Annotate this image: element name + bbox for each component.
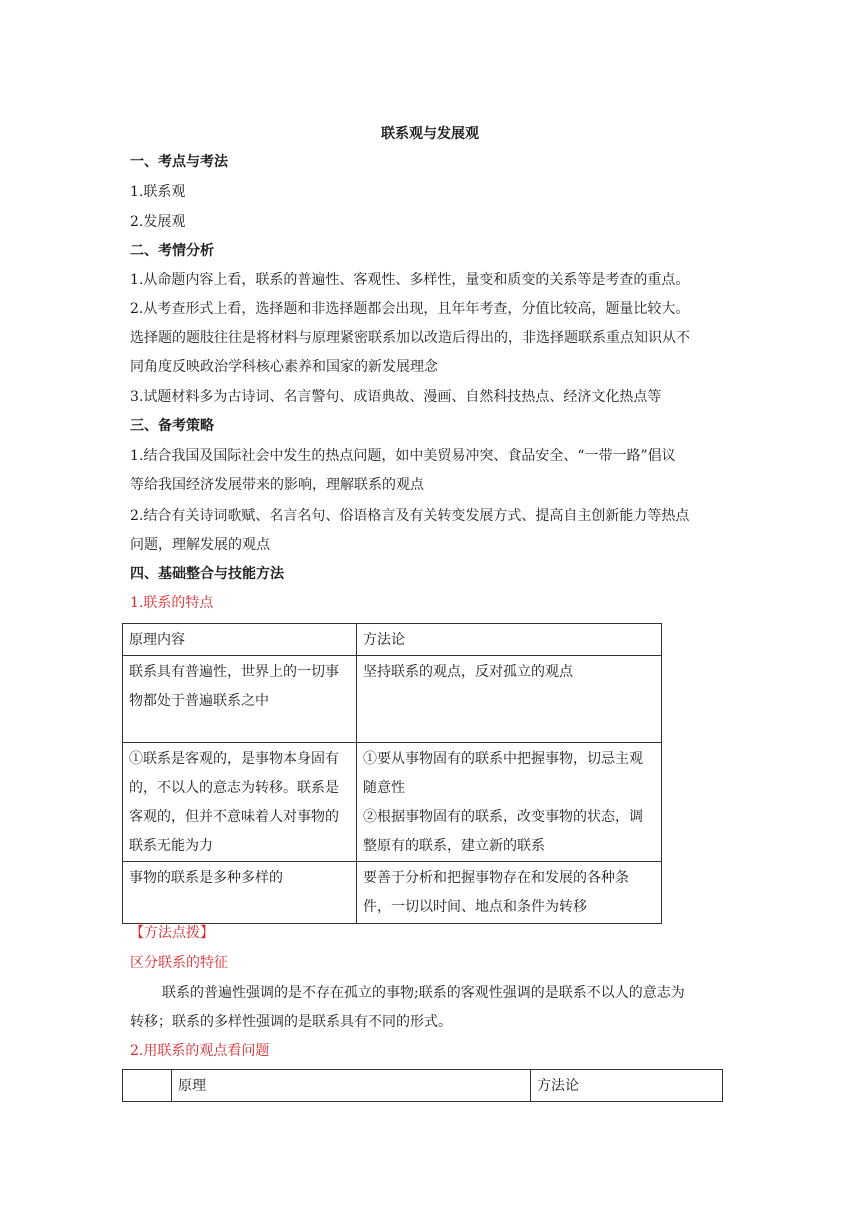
section-heading-strategy: 三、备考策略	[130, 418, 214, 434]
paragraph-line: 等给我国经济发展带来的影响，理解联系的观点	[130, 477, 424, 493]
method-line: ②根据事物固有的联系，改变事物的状态，调整原有的联系，建立新的联系	[363, 809, 643, 854]
table-cell-principle: 事物的联系是多种多样的	[123, 862, 357, 924]
section-heading-exam-points: 一、考点与考法	[130, 154, 228, 170]
table-header-cell: 原理内容	[123, 624, 357, 656]
paragraph-line: 1.从命题内容上看，联系的普遍性、客观性、多样性，量变和质变的关系等是考查的重点。	[130, 272, 690, 288]
method-line: 坚持联系的观点，反对孤立的观点	[363, 664, 573, 680]
table-row	[123, 743, 662, 862]
table-row	[123, 656, 662, 743]
paragraph-line: 选择题的题肢往往是将材料与原理紧密联系加以改造后得出的，非选择题联系重点知识从不	[130, 330, 690, 346]
table-cell-method	[357, 656, 662, 743]
table-cell-method	[357, 743, 662, 862]
paragraph-line: 2.从考查形式上看，选择题和非选择题都会出现，且年年考查，分值比较高，题量比较大。	[130, 301, 690, 317]
method-line: 要善于分析和把握事物存在和发展的各种条件，一切以时间、地点和条件为转移	[363, 870, 629, 915]
table-header-cell	[123, 1070, 172, 1102]
table-header-cell: 方法论	[531, 1070, 723, 1102]
section-heading-basics: 四、基础整合与技能方法	[130, 566, 284, 582]
paragraph-line: 联系的普遍性强调的是不存在孤立的事物;联系的客观性强调的是联系不以人的意志为	[162, 985, 685, 1001]
table-header-cell: 方法论	[357, 624, 662, 656]
table-cell-principle: ①联系是客观的，是事物本身固有的，不以人的意志为转移。联系是客观的，但并不意味着人对事物的联系无能为力	[123, 743, 357, 862]
method-tip-label: 【方法点拨】	[130, 925, 214, 941]
document-title: 联系观与发展观	[381, 126, 479, 142]
subsection-title-view-problems: 2.用联系的观点看问题	[130, 1043, 270, 1059]
paragraph-line: 2.结合有关诗词歌赋、名言名句、俗语格言及有关转变发展方式、提高自主创新能力等热点	[130, 508, 690, 524]
paragraph-line: 3.试题材料多为古诗词、名言警句、成语典故、漫画、自然科技热点、经济文化热点等	[130, 389, 662, 405]
table-cell-method	[357, 862, 662, 924]
list-item: 2.发展观	[130, 214, 186, 230]
paragraph-line: 1.结合我国及国际社会中发生的热点问题，如中美贸易冲突、食品安全、“一带一路”倡议	[130, 448, 676, 464]
connection-view-table	[122, 1069, 723, 1102]
paragraph-line: 问题，理解发展的观点	[130, 537, 270, 553]
table-header-cell: 原理	[172, 1070, 531, 1102]
table-cell-principle: 联系具有普遍性，世界上的一切事物都处于普遍联系之中	[123, 656, 357, 743]
subsection-title-features: 1.联系的特点	[130, 595, 214, 611]
table-header-row	[123, 624, 662, 656]
connection-features-table	[122, 623, 662, 924]
table-header-row	[123, 1070, 723, 1102]
section-heading-exam-analysis: 二、考情分析	[130, 243, 214, 259]
list-item: 1.联系观	[130, 184, 186, 200]
method-tip-title: 区分联系的特征	[130, 955, 228, 971]
table-row	[123, 862, 662, 924]
paragraph-line: 转移；联系的多样性强调的是联系具有不同的形式。	[130, 1014, 452, 1030]
paragraph-line: 同角度反映政治学科核心素养和国家的新发展理念	[130, 359, 438, 375]
method-line: ①要从事物固有的联系中把握事物，切忌主观随意性	[363, 751, 643, 796]
